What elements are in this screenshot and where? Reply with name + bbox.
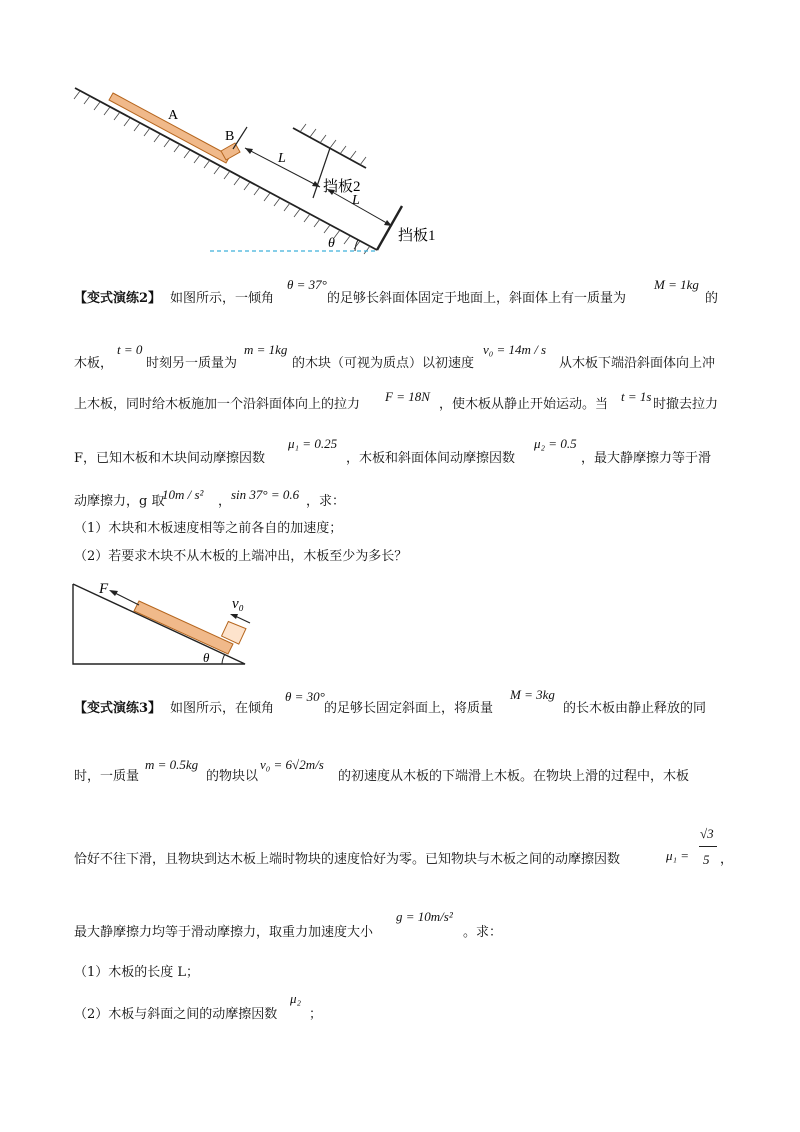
formula-t1: t = 1s [621,389,652,404]
formula-theta: θ = 37° [287,277,327,292]
formula-v0: v₀ = 14m / s [483,342,547,357]
text: 的初速度从木板的下端滑上木板。在物块上滑的过程中，木板 [338,769,690,784]
text: F，已知木板和木块间动摩擦因数 [74,451,266,466]
text: ； [309,1007,323,1022]
label-v0: v₀ [232,596,244,612]
formula-t0: t = 0 [117,342,143,357]
text: 恰好不往下滑，且物块到达木板上端时物块的速度恰好为零。已知物块与木板之间的动摩擦因数 [74,852,621,867]
formula-mass-m3: M = 3kg [510,687,555,702]
text: 的木块（可视为质点）以初速度 [292,356,475,371]
question-3-1: （1）木板的长度 L； [74,965,200,980]
formula-g-3: g = 10m/s² [396,909,453,924]
formula-mass-block: m = 1kg [244,342,288,357]
label-l1: L [278,151,286,166]
text: 上木板，同时给木板施加一个沿斜面体向上的拉力 [74,397,361,412]
text: 时，一质量 [74,769,140,784]
text: 木板， [74,356,114,371]
text: 最大静摩擦力均等于滑动摩擦力，取重力加速度大小 [74,925,374,940]
text: 的长木板由静止释放的同 [563,701,707,716]
label-theta: θ [328,236,335,251]
label-board2: 挡板2 [323,179,361,195]
formula-sin: sin 37° = 0.6 [231,487,300,502]
formula-mu2: μ₂ = 0.5 [534,436,577,451]
formula-v0-3: v₀ = 6√2m/s [260,757,324,772]
fraction-bar [699,846,717,847]
text: 。求： [463,925,503,940]
text: 如图所示，一倾角 [170,291,275,306]
text: ， [218,494,232,509]
label-theta-2: θ [203,650,210,665]
formula-g: 10m / s² [162,487,204,502]
problem-3-heading: 【变式演练3】 [74,701,162,716]
figure-board-on-incline [0,580,800,680]
text: 的足够长固定斜面上，将质量 [324,701,494,716]
formula-mass-m05: m = 0.5kg [145,757,199,772]
text: ， [720,852,734,867]
label-a: A [168,108,179,123]
text: 的足够长斜面体固定于地面上，斜面体上有一质量为 [327,291,627,306]
label-f: F [99,581,109,597]
formula-mu1: μ₁ = 0.25 [288,436,338,451]
text: ，最大静摩擦力等于滑 [581,451,712,466]
figure-incline-boards [0,0,800,260]
text: 的 [705,291,719,306]
label-l2: L [352,193,360,208]
text: 动摩擦力，g 取 [74,494,165,509]
fraction-numerator: √3 [700,826,714,841]
text: 从木板下端沿斜面体向上冲 [559,356,716,371]
text: ，使木板从静止开始运动。当 [439,397,609,412]
formula-theta-30: θ = 30° [285,689,325,704]
formula-mass-board: M = 1kg [654,277,699,292]
text: ，求： [306,494,346,509]
question-2: （2）若要求木块不从木板的上端冲出，木板至少为多长？ [74,549,408,564]
text: ，木板和斜面体间动摩擦因数 [346,451,516,466]
fraction-denominator: 5 [703,852,710,867]
question-3-2-text: （2）木板与斜面之间的动摩擦因数 [74,1007,278,1022]
label-b: B [225,129,235,144]
problem-2-heading: 【变式演练2】 [74,291,162,306]
formula-mu2-3: μ₂ [290,991,302,1006]
formula-mu1-3: μ₁ = [666,848,690,863]
text: 时刻另一质量为 [146,356,238,371]
question-1: （1）木块和木板速度相等之前各自的加速度； [74,521,343,536]
text: 的物块以 [206,769,259,784]
text: 时撤去拉力 [653,397,719,412]
text: 如图所示，在倾角 [170,701,275,716]
formula-force: F = 18N [385,389,430,404]
label-board1: 挡板1 [398,228,436,244]
